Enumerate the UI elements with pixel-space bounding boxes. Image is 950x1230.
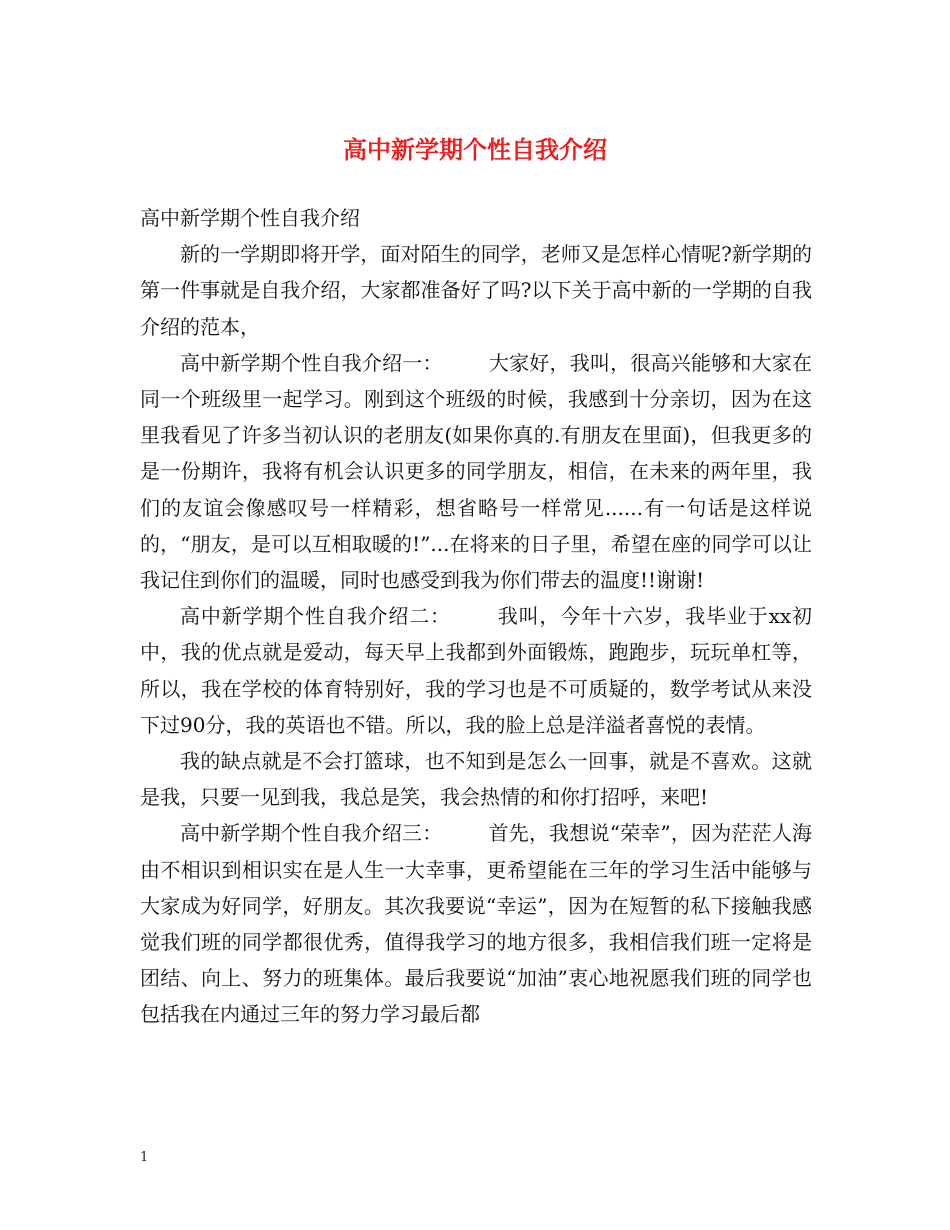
section-heading: 高中新学期个性自我介绍一： bbox=[180, 350, 443, 375]
paragraph-shortcomings bbox=[140, 743, 812, 815]
paragraph-text: 新的一学期即将开学，面对陌生的同学，老师又是怎样心情呢?新学期的第一件事就是自我介绍，大家都准备好了吗?以下关于高中新的一学期的自我介绍的范本， bbox=[140, 242, 812, 339]
section-heading: 高中新学期个性自我介绍三： bbox=[180, 821, 443, 846]
paragraph-introduction-one bbox=[140, 345, 812, 598]
paragraph-intro bbox=[140, 236, 812, 345]
paragraph-text: 我叫，今年十六岁，我毕业于xx初中，我的优点就是爱动，每天早上我都到外面锻炼，跑跑步，玩玩单杠等，所以，我在学校的体育特别好，我的学习也是不可质疑的，数学考试从来没下过90分，我的英语也不错。所以，我的脸上总是洋溢者喜悦的表情。 bbox=[140, 604, 813, 737]
page-number: 1 bbox=[140, 1150, 149, 1165]
document-subtitle: 高中新学期个性自我介绍 bbox=[140, 206, 360, 230]
paragraph-text: 我的缺点就是不会打篮球，也不知到是怎么一回事，就是不喜欢。这就是我，只要一见到我，我总是笑，我会热情的和你打招呼，来吧! bbox=[140, 749, 812, 810]
paragraph-introduction-two bbox=[140, 598, 812, 743]
paragraph-text: 大家好，我叫，很高兴能够和大家在同一个班级里一起学习。刚到这个班级的时候，我感到十分亲切，因为在这里我看见了许多当初认识的老朋友(如果你真的.有朋友在里面)，但我更多的是一份期许，我将有机会认识更多的同学朋友，相信，在未来的两年里，我们的友谊会像感叹号一样精彩，想省略号一样常见......有一句话是这样说的，“朋友，是可以互相取暖的!”...在将来的日子里，希望在座的同学可以让我记住到你们的温暖，同时也感受到我为你们带去的温度!!谢谢! bbox=[140, 350, 813, 593]
paragraph-text: 首先，我想说“荣幸”，因为茫茫人海由不相识到相识实在是人生一大幸事，更希望能在三年的学习生活中能够与大家成为好同学，好朋友。其次我要说“幸运”，因为在短暂的私下接触我感觉我们班的同学都很优秀，值得我学习的地方很多，我相信我们班一定将是团结、向上、努力的班集体。最后我要说“加油”衷心地祝愿我们班的同学也包括我在内通过三年的努力学习最后都 bbox=[140, 821, 812, 1027]
section-heading: 高中新学期个性自我介绍二： bbox=[180, 604, 451, 629]
document-body bbox=[140, 200, 812, 1033]
paragraph-introduction-three bbox=[140, 815, 812, 1032]
document-title: 高中新学期个性自我介绍 bbox=[343, 135, 607, 164]
